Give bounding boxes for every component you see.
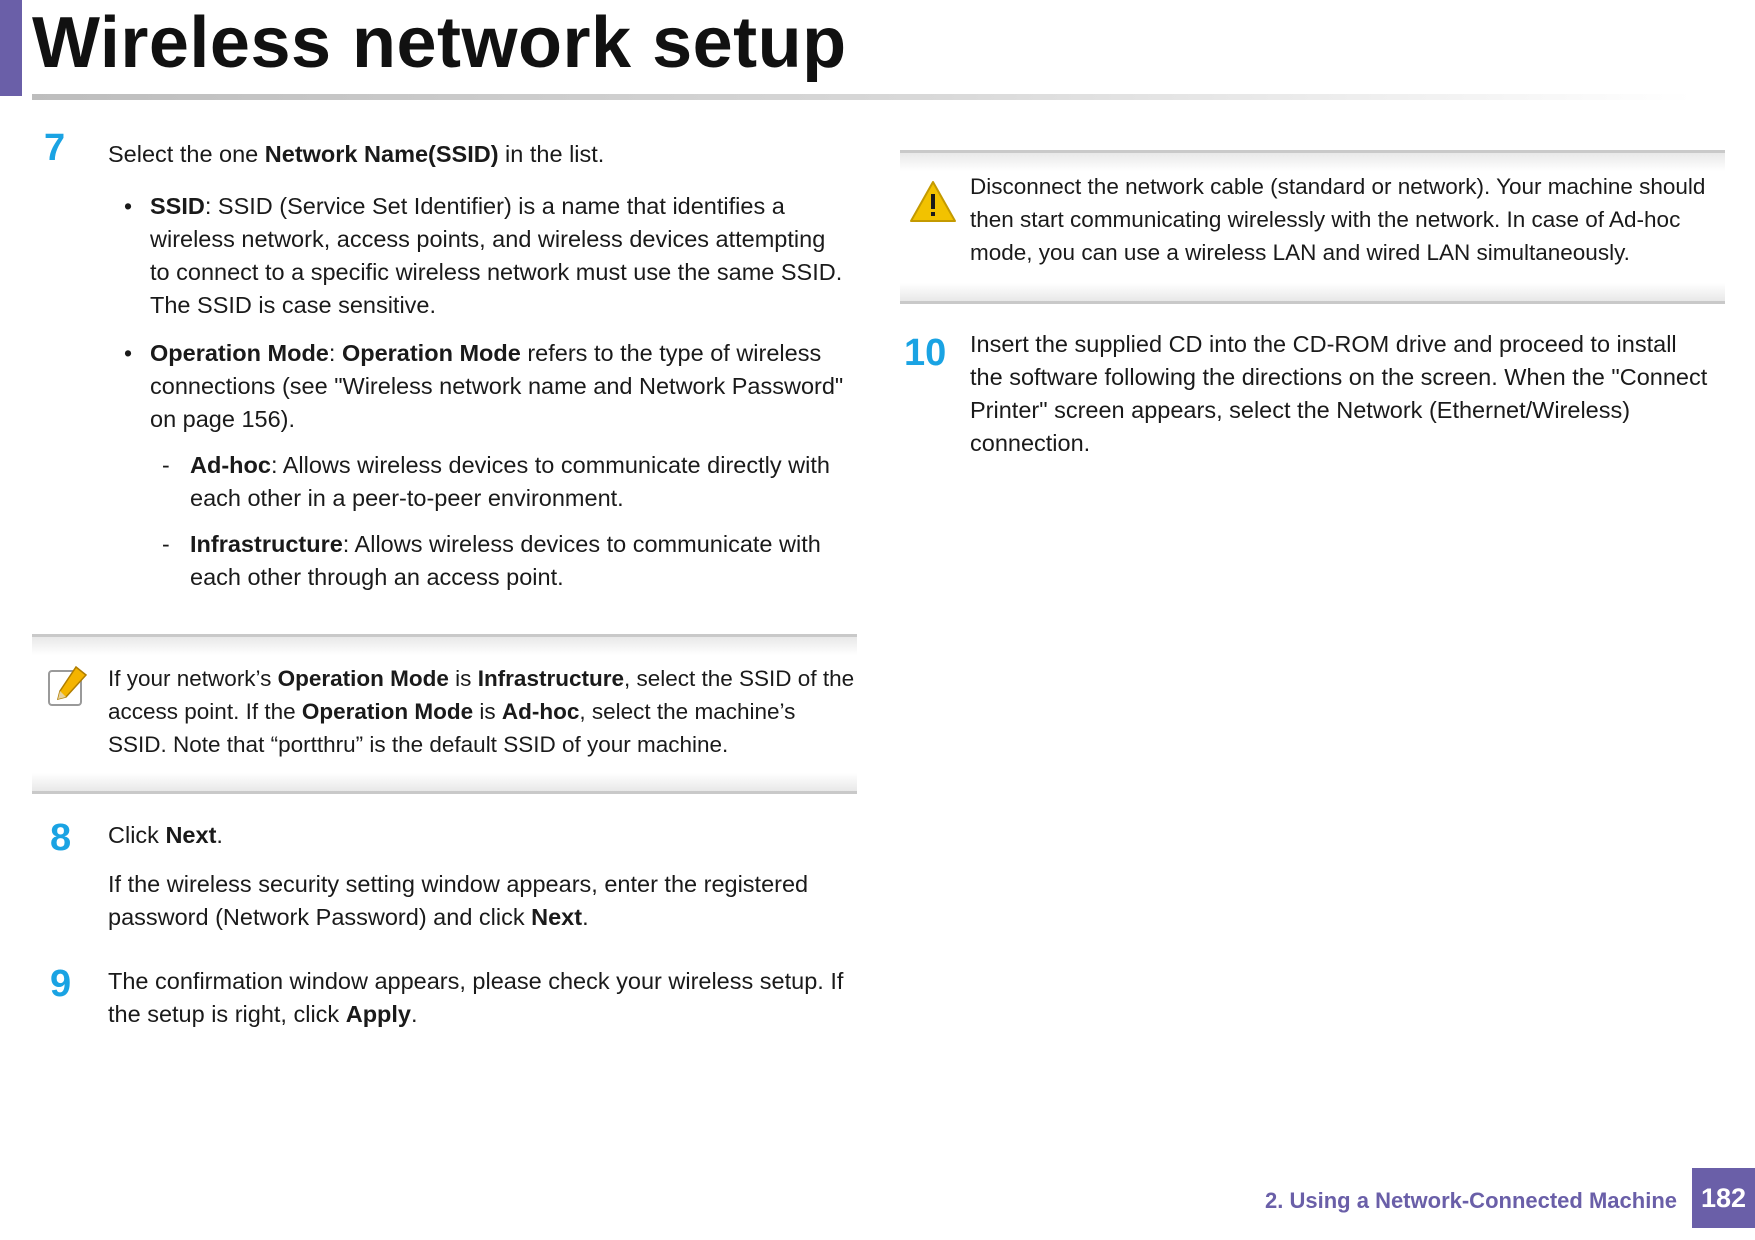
adhoc-subitem: - Ad-hoc: Allows wireless devices to communicate directly with each other in a peer-to-peer environment. xyxy=(162,452,830,511)
title-divider xyxy=(32,94,1692,100)
apply-term: Apply xyxy=(345,1001,411,1027)
ssid-bullet: • SSID: SSID (Service Set Identifier) is a name that identifies a wireless network, access points, and wireless devices attempting to connect to a specific wireless network must use the same SSID. The SSID is case sensitive. xyxy=(124,193,843,318)
page-number-badge: 182 xyxy=(1692,1168,1755,1228)
step-8-line1: Click Next. xyxy=(108,822,223,848)
footer-section-label: 2. Using a Network-Connected Machine xyxy=(1265,1188,1677,1213)
step-8-number: 8 xyxy=(50,817,72,859)
step-9-text: The confirmation window appears, please check your wireless setup. If the setup is right, click Apply. xyxy=(108,968,844,1027)
note-text: If your network’s Operation Mode is Infrastructure, select the SSID of the access point. If the Operation Mode is Ad-hoc, select the machine’s SSID. Note that “portthru” is the default SSID of your machine. xyxy=(108,666,855,757)
pencil-note-icon xyxy=(46,663,92,709)
operation-mode-term: Operation Mode xyxy=(150,340,329,366)
step-9-number: 9 xyxy=(50,963,72,1005)
warning-icon xyxy=(908,179,958,225)
infrastructure-term: Infrastructure xyxy=(190,531,343,557)
page-title: Wireless network setup xyxy=(32,3,847,83)
step-7-number: 7 xyxy=(44,127,66,169)
infrastructure-subitem: - Infrastructure: Allows wireless devices to communicate with each other through an access point. xyxy=(162,531,821,590)
step-7-intro: Select the one Network Name(SSID) in the list. xyxy=(108,141,605,167)
next-term: Next xyxy=(165,822,217,848)
step-8-line2: If the wireless security setting window appears, enter the registered password (Network Password) and click Next. xyxy=(108,871,809,930)
caution-text: Disconnect the network cable (standard or network). Your machine should then start communicating wirelessly with the network. In case of Ad-hoc mode, you can use a wireless LAN and wired LAN simultaneously. xyxy=(970,174,1706,265)
ssid-term: SSID xyxy=(150,193,205,219)
step-10-text: Insert the supplied CD into the CD-ROM drive and proceed to install the software following the directions on the screen. When the "Connect Printer" screen appears, select the Network (Ethernet/Wireless) connection. xyxy=(970,331,1708,456)
network-name-ssid-term: Network Name(SSID) xyxy=(264,141,499,167)
step-10-number: 10 xyxy=(904,332,947,374)
operation-mode-bullet: • Operation Mode: Operation Mode refers to the type of wireless connections (see "Wireless network name and Network Password" on page 156). xyxy=(124,340,844,432)
header-accent-bar xyxy=(0,0,22,96)
adhoc-term: Ad-hoc xyxy=(190,452,271,478)
note-box xyxy=(32,634,857,794)
caution-box xyxy=(900,150,1725,304)
